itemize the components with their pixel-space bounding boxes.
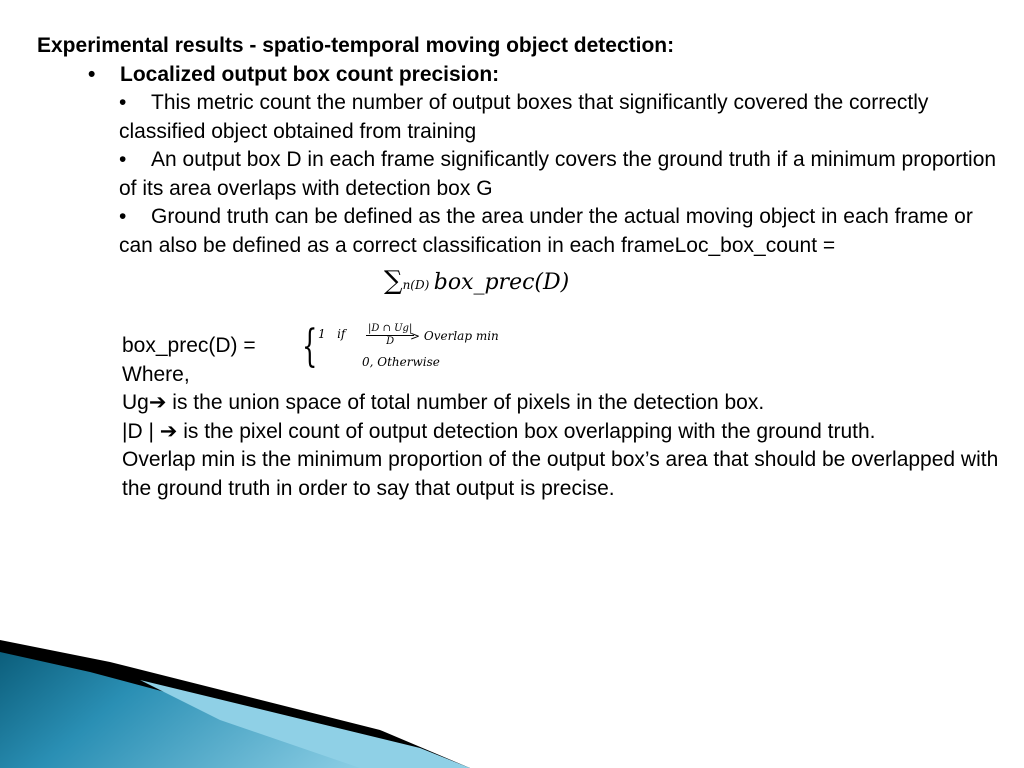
case1-value: 1: [318, 327, 326, 341]
ug-term: Ug: [122, 391, 149, 414]
bullet-marker: •: [119, 148, 127, 171]
box-prec-label: box_prec(D) =: [122, 334, 256, 357]
d-term: |D |: [122, 419, 160, 443]
arrow-icon: ➔: [159, 419, 178, 443]
sub-bullet-text: An output box D in each frame significantly covers the ground truth if a minimum proportion of its area overlaps with detection box G: [119, 148, 997, 200]
overlap-min-definition: Overlap min is the minimum proportion of the output box’s area that should be overlapped with the ground truth in order to say that output is precise.: [122, 448, 999, 500]
sum-symbol: ∑: [384, 266, 403, 296]
bullet-marker: •: [88, 63, 96, 86]
where-label: Where,: [122, 362, 190, 386]
fraction-denominator: D: [386, 336, 395, 347]
sub-bullet-text: This metric count the number of output boxes that significantly covered the correctly classified object obtained from training: [119, 91, 929, 143]
bullet-level1-label: Localized output box count precision:: [120, 63, 500, 86]
sum-subscript: n(D): [402, 278, 430, 292]
left-brace: {: [302, 321, 318, 372]
bullet-marker: •: [119, 205, 127, 228]
case1-condition: > Overlap min: [410, 329, 499, 343]
case1-if: if: [337, 327, 346, 341]
slide-heading: Experimental results - spatio-temporal moving object detection:: [37, 34, 675, 57]
sub-bullet-text: Ground truth can be defined as the area under the actual moving object in each frame or can also be defined as a correct classification in each frameLoc_box_count =: [119, 205, 973, 257]
box-prec-function: box_prec(D): [433, 270, 570, 295]
ug-text: is the union space of total number of pixels in the detection box.: [166, 391, 765, 414]
arrow-icon: ➔: [148, 391, 167, 414]
case2: 0, Otherwise: [362, 355, 440, 369]
d-text: is the pixel count of output detection box overlapping with the ground truth.: [177, 419, 876, 443]
fraction-numerator: |D ∩ Ug|: [368, 323, 413, 334]
bullet-marker: •: [119, 91, 127, 114]
